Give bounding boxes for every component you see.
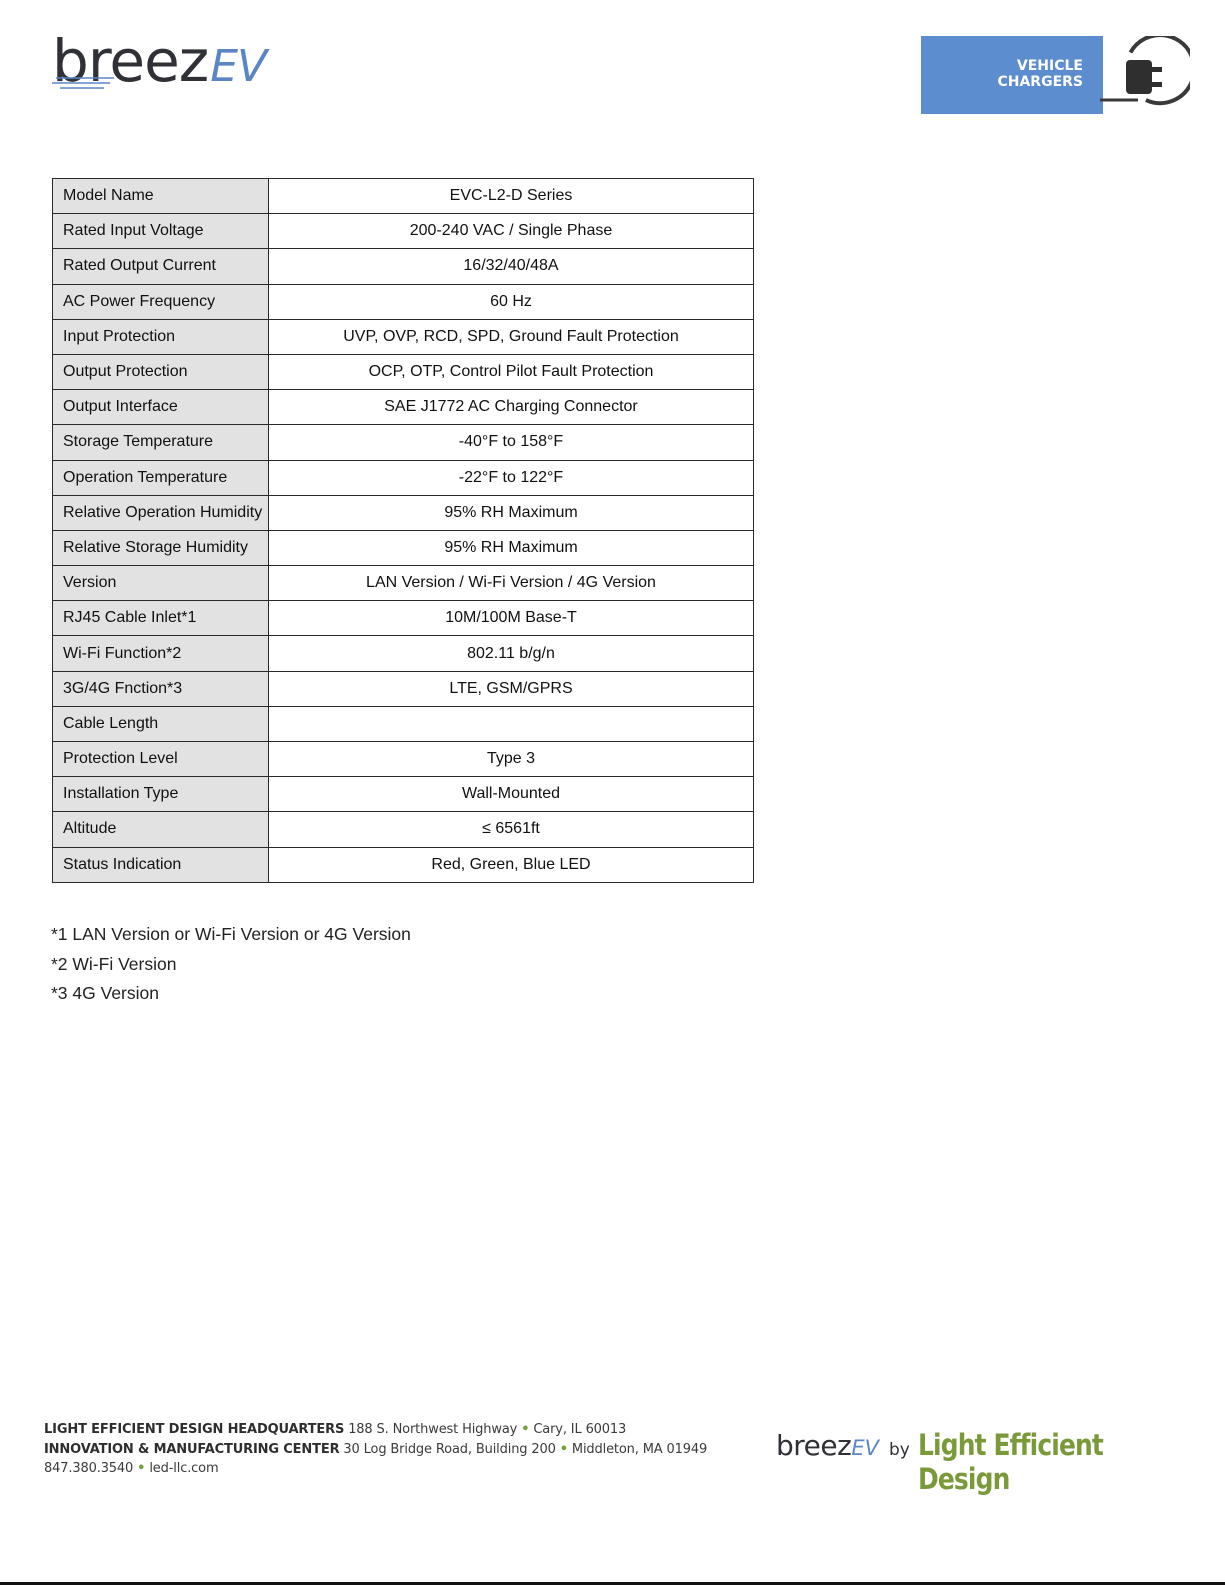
spec-value: ≤ 6561ft (269, 812, 754, 847)
spec-row (53, 179, 754, 214)
website-link[interactable]: led-llc.com (149, 1461, 219, 1476)
spec-row (53, 847, 754, 882)
spec-label: Relative Storage Humidity (53, 530, 269, 565)
footer-logo-breez: breez (776, 1429, 852, 1462)
spec-value: -22°F to 122°F (269, 460, 754, 495)
spec-label: AC Power Frequency (53, 284, 269, 319)
spec-label: Output Interface (53, 390, 269, 425)
plug-icon (1098, 36, 1190, 118)
spec-value: EVC-L2-D Series (269, 179, 754, 214)
spec-row (53, 706, 754, 741)
footnote: *3 4G Version (51, 983, 159, 1003)
spec-row (53, 566, 754, 601)
spec-value: UVP, OVP, RCD, SPD, Ground Fault Protection (269, 319, 754, 354)
spec-label: Rated Output Current (53, 249, 269, 284)
spec-value: LTE, GSM/GPRS (269, 671, 754, 706)
footer-logo-company: Light Efficient Design (917, 1428, 1103, 1496)
spec-label: Storage Temperature (53, 425, 269, 460)
spec-label: 3G/4G Fnction*3 (53, 671, 269, 706)
spec-value: Wall-Mounted (269, 777, 754, 812)
footer-logo-ev: EV (851, 1436, 879, 1460)
spec-value: Red, Green, Blue LED (269, 847, 754, 882)
spec-label: Protection Level (53, 742, 269, 777)
spec-row (53, 601, 754, 636)
spec-row (53, 530, 754, 565)
spec-label: Altitude (53, 812, 269, 847)
footnotes (51, 920, 411, 1009)
spec-value: 95% RH Maximum (269, 495, 754, 530)
hq-label: LIGHT EFFICIENT DESIGN HEADQUARTERS (44, 1422, 345, 1437)
spec-value: 802.11 b/g/n (269, 636, 754, 671)
spec-row (53, 636, 754, 671)
footer-brand-logo (776, 1428, 1225, 1496)
spec-value: 95% RH Maximum (269, 530, 754, 565)
footnote: *2 Wi-Fi Version (51, 953, 177, 974)
spec-table (52, 178, 754, 883)
footer-contact-line (44, 1459, 707, 1479)
spec-row (53, 742, 754, 777)
spec-label: Installation Type (53, 777, 269, 812)
footnote: *1 LAN Version or Wi-Fi Version or 4G Version (51, 924, 411, 944)
hq-address-city: Cary, IL 60013 (533, 1422, 627, 1437)
spec-row (53, 249, 754, 284)
spec-value: 10M/100M Base-T (269, 601, 754, 636)
footer-hq-line (44, 1420, 707, 1440)
spec-value (269, 706, 754, 741)
footer-imc-line (44, 1440, 707, 1460)
spec-value: OCP, OTP, Control Pilot Fault Protection (269, 354, 754, 389)
footer-contact (44, 1420, 707, 1479)
spec-row (53, 354, 754, 389)
imc-label: INNOVATION & MANUFACTURING CENTER (44, 1441, 340, 1457)
spec-label: Rated Input Voltage (53, 214, 269, 249)
spec-label: Version (53, 566, 269, 601)
badge-line-1: VEHICLE (1016, 58, 1083, 74)
vehicle-chargers-badge (921, 36, 1103, 114)
spec-value: 60 Hz (269, 284, 754, 319)
hq-address-street: 188 S. Northwest Highway (348, 1422, 518, 1437)
bullet-dot-icon: • (559, 1441, 568, 1457)
bullet-dot-icon: • (521, 1422, 530, 1437)
spec-value: -40°F to 158°F (269, 425, 754, 460)
spec-row (53, 777, 754, 812)
spec-value: 16/32/40/48A (269, 249, 754, 284)
spec-row (53, 671, 754, 706)
spec-value: SAE J1772 AC Charging Connector (269, 390, 754, 425)
bullet-dot-icon: • (137, 1461, 146, 1476)
spec-row (53, 460, 754, 495)
spec-value: Type 3 (269, 742, 754, 777)
spec-label: Input Protection (53, 319, 269, 354)
imc-address-city: Middleton, MA 01949 (571, 1441, 708, 1457)
imc-address-street: 30 Log Bridge Road, Building 200 (343, 1441, 556, 1457)
spec-label: Output Protection (53, 354, 269, 389)
spec-label: Model Name (53, 179, 269, 214)
spec-row (53, 319, 754, 354)
logo-ev-text: EV (210, 41, 267, 92)
spec-value: 200-240 VAC / Single Phase (269, 214, 754, 249)
spec-label: Status Indication (53, 847, 269, 882)
spec-row (53, 812, 754, 847)
spec-row (53, 425, 754, 460)
spec-label: RJ45 Cable Inlet*1 (53, 601, 269, 636)
spec-row (53, 390, 754, 425)
phone-number: 847.380.3540 (44, 1461, 134, 1476)
spec-row (53, 214, 754, 249)
spec-label: Wi-Fi Function*2 (53, 636, 269, 671)
spec-label: Relative Operation Humidity (53, 495, 269, 530)
footer-logo-by: by (888, 1440, 910, 1460)
badge-line-2: CHARGERS (997, 74, 1083, 90)
spec-row (53, 495, 754, 530)
logo-speed-lines-icon (52, 74, 122, 92)
spec-row (53, 284, 754, 319)
spec-label: Operation Temperature (53, 460, 269, 495)
spec-label: Cable Length (53, 706, 269, 741)
spec-value: LAN Version / Wi-Fi Version / 4G Version (269, 566, 754, 601)
logo-breez-text: breez (52, 27, 209, 95)
